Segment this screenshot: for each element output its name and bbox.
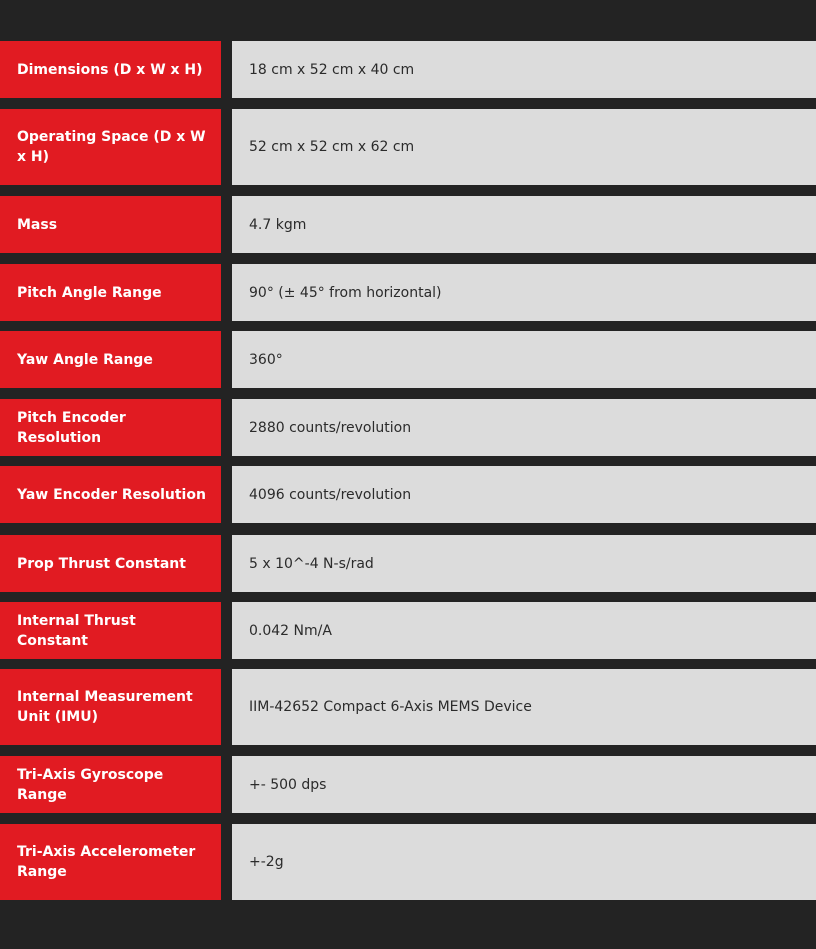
spec-row — [0, 669, 816, 745]
spec-label: Prop Thrust Constant — [0, 535, 221, 592]
spec-row — [0, 824, 816, 900]
spec-row — [0, 109, 816, 185]
spec-value: 52 cm x 52 cm x 62 cm — [232, 109, 816, 185]
spec-row — [0, 399, 816, 456]
spec-row — [0, 756, 816, 813]
spec-label: Tri-Axis Accelerometer Range — [0, 824, 221, 900]
spec-divider — [221, 466, 232, 523]
spec-value: 90° (± 45° from horizontal) — [232, 264, 816, 321]
spec-row — [0, 331, 816, 388]
spec-divider — [221, 535, 232, 592]
spec-value: 2880 counts/revolution — [232, 399, 816, 456]
spec-row — [0, 535, 816, 592]
spec-row — [0, 264, 816, 321]
spec-row — [0, 602, 816, 659]
spec-divider — [221, 669, 232, 745]
spec-label: Tri-Axis Gyroscope Range — [0, 756, 221, 813]
spec-divider — [221, 264, 232, 321]
spec-label: Internal Measurement Unit (IMU) — [0, 669, 221, 745]
spec-divider — [221, 824, 232, 900]
spec-value: 5 x 10^-4 N-s/rad — [232, 535, 816, 592]
spec-value: +-2g — [232, 824, 816, 900]
spec-label: Mass — [0, 196, 221, 253]
spec-value: 18 cm x 52 cm x 40 cm — [232, 41, 816, 98]
spec-divider — [221, 41, 232, 98]
spec-value: +- 500 dps — [232, 756, 816, 813]
spec-value: 360° — [232, 331, 816, 388]
spec-label: Pitch Angle Range — [0, 264, 221, 321]
spec-value: IIM-42652 Compact 6-Axis MEMS Device — [232, 669, 816, 745]
spec-value: 4096 counts/revolution — [232, 466, 816, 523]
spec-row — [0, 196, 816, 253]
spec-divider — [221, 331, 232, 388]
spec-row — [0, 466, 816, 523]
spec-label: Yaw Angle Range — [0, 331, 221, 388]
spec-divider — [221, 756, 232, 813]
spec-label: Operating Space (D x W x H) — [0, 109, 221, 185]
spec-label: Internal Thrust Constant — [0, 602, 221, 659]
spec-value: 0.042 Nm/A — [232, 602, 816, 659]
spec-label: Pitch Encoder Resolution — [0, 399, 221, 456]
spec-divider — [221, 399, 232, 456]
spec-divider — [221, 602, 232, 659]
spec-divider — [221, 196, 232, 253]
spec-label: Dimensions (D x W x H) — [0, 41, 221, 98]
spec-value: 4.7 kgm — [232, 196, 816, 253]
spec-divider — [221, 109, 232, 185]
spec-label: Yaw Encoder Resolution — [0, 466, 221, 523]
spec-row — [0, 41, 816, 98]
